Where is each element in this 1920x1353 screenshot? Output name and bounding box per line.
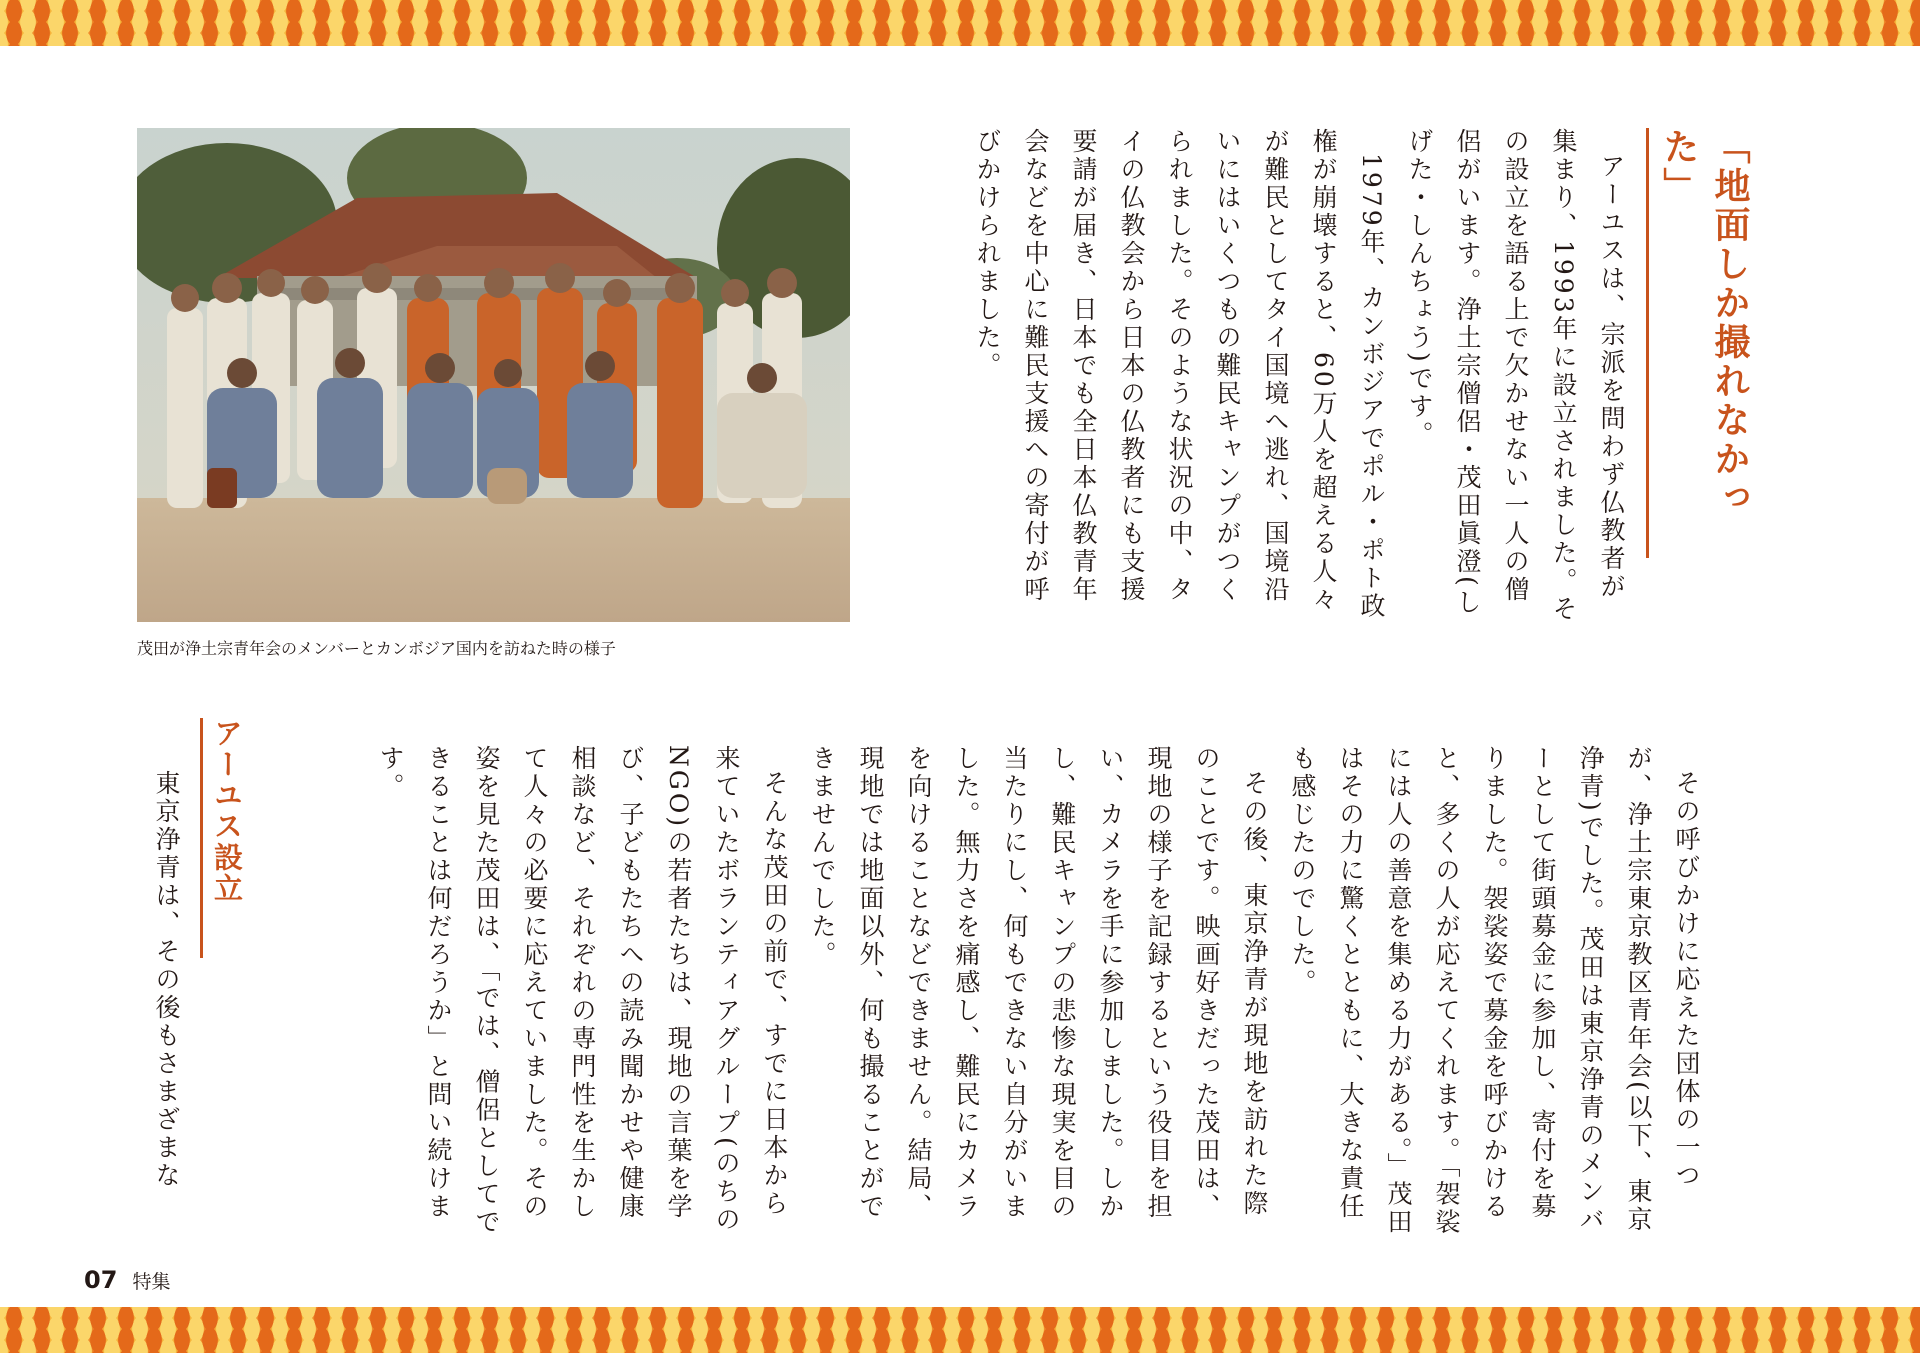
photo-caption: 茂田が浄土宗青年会のメンバーとカンボジア国内を訪ねた時の様子 — [137, 639, 616, 658]
paragraph: 東京浄青は、その後もさまざまな — [152, 770, 181, 1190]
top-decorative-band — [0, 0, 1920, 46]
section2-heading: アーユス設立 — [200, 718, 248, 958]
paragraph: そんな茂田の前で、すでに日本から来ていたボランティアグループ(のちのNGO)の若者たちは、現地の言葉を学び、子どもたちへの読み聞かせや健康相談など、それぞれの専門性を生かして人々の必要に応えていました。その姿を見た茂田は、「では、僧侶としてできることは何だろうか」と問い続けます。 — [376, 745, 789, 1237]
section-heading: 「地面しか撮れなかった」 — [1646, 128, 1755, 558]
section-label: 特集 — [132, 1271, 171, 1293]
page-number: 07 — [84, 1266, 118, 1294]
lower-body-text — [318, 745, 1710, 1245]
paragraph: 1979年、カンボジアでポル・ポト政権が崩壊すると、60万人を超える人々が難民としてタイ国境へ逃れ、国境沿いにはいくつもの難民キャンプがつくられました。そのような状況の中、タイの仏教会から日本の仏教者にも支援要請が届き、日本でも全日本仏教青年会などを中心に難民支援への寄付が呼びかけられました。 — [973, 128, 1386, 621]
paragraph: その後、東京浄青が現地を訪れた際のことです。映画好きだった茂田は、現地の様子を記録するという役目を担い、カメラを手に参加しました。しかし、難民キャンプの悲惨な現実を目の当たりにし、何もできない自分がいました。無力さを痛感し、難民にカメラを向けることなどできません。結局、現地では地面以外、何も撮ることができませんでした。 — [808, 745, 1269, 1221]
bottom-decorative-band — [0, 1307, 1920, 1353]
upper-body-text — [895, 128, 1635, 628]
paragraph: その呼びかけに応えた団体の一つが、浄土宗東京教区青年会(以下、東京浄青)でした。茂田は東京浄青のメンバーとして街頭募金に参加し、寄付を募りました。袈裟姿で募金を呼びかけると、多くの人が応えてくれます。「袈裟には人の善意を集める力がある。」茂田はその力に驚くとともに、大きな責任も感じたのでした。 — [1288, 745, 1701, 1237]
section2-body-text — [130, 745, 190, 1245]
page-footer — [84, 1266, 171, 1294]
paragraph: アーユスは、宗派を問わず仏教者が集まり、1993年に設立されました。その設立を語る上で欠かせない一人の僧侶がいます。浄土宗僧侶・茂田眞澄(しげた・しんちょう)です。 — [1405, 128, 1626, 624]
group-photo — [137, 128, 850, 622]
